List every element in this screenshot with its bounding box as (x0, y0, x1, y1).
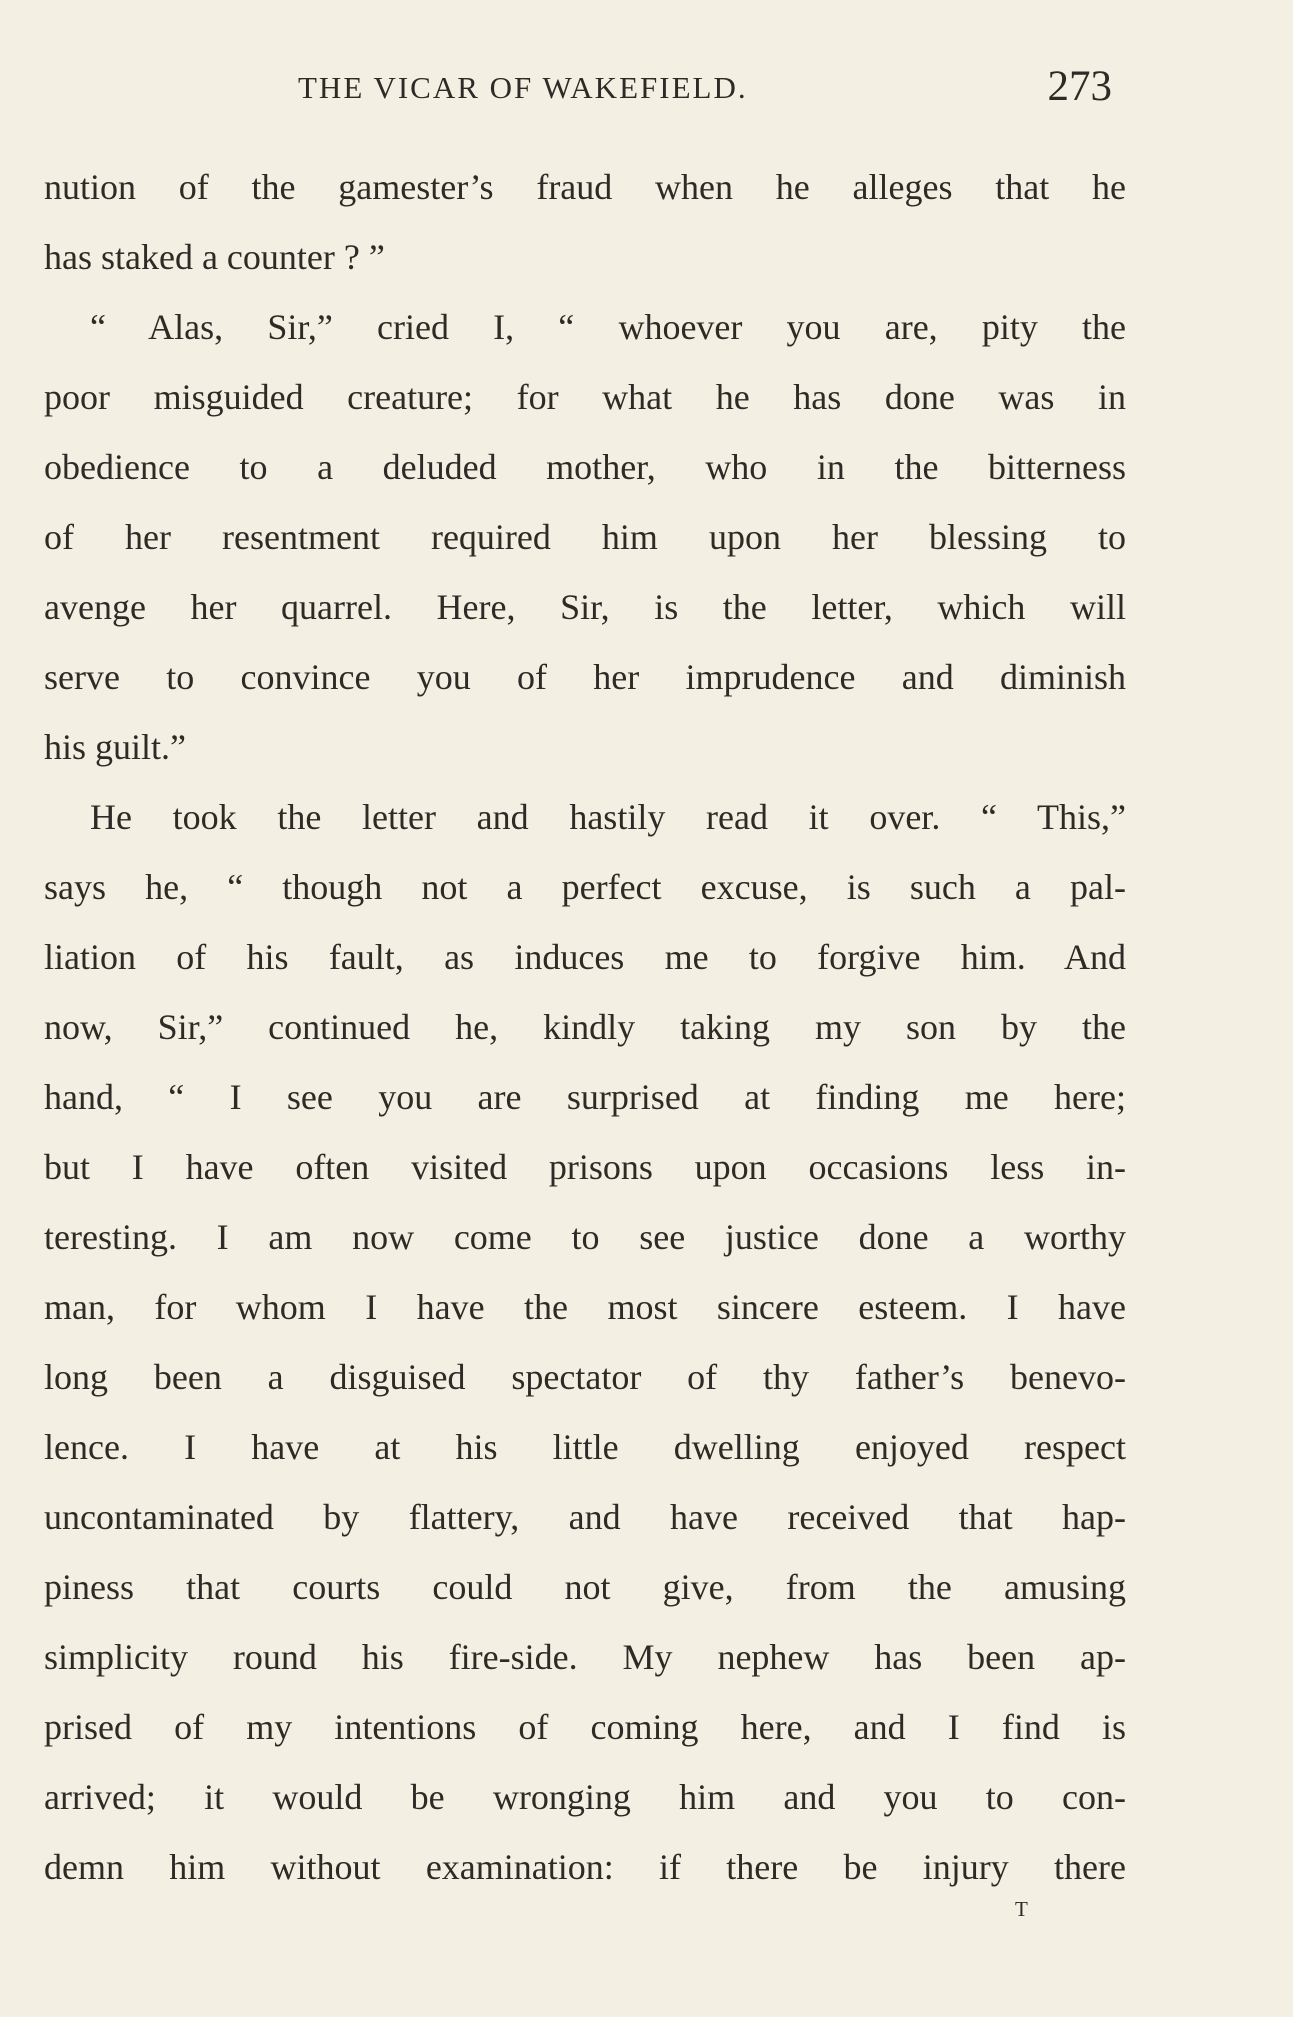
text-line: obedience to a deluded mother, who in the bitterness (44, 447, 1126, 487)
text-line: now, Sir,” continued he, kindly taking my son by the (44, 1007, 1126, 1047)
text-line: long been a disguised spectator of thy father’s benevo- (44, 1357, 1126, 1397)
text-line: has staked a counter ? ” (44, 237, 385, 277)
text-line: man, for whom I have the most sincere esteem. I have (44, 1287, 1126, 1327)
text-line: simplicity round his fire-side. My nephew has been ap- (44, 1637, 1126, 1677)
text-line: of her resentment required him upon her blessing to (44, 517, 1126, 557)
signature-mark: T (1015, 1897, 1029, 1921)
text-line: teresting. I am now come to see justice done a worthy (44, 1217, 1126, 1257)
text-line: He took the letter and hastily read it over. “ This,” (90, 797, 1126, 837)
text-line: his guilt.” (44, 727, 186, 767)
text-line: says he, “ though not a perfect excuse, is such a pal- (44, 867, 1126, 907)
running-title: THE VICAR OF WAKEFIELD. (298, 70, 748, 105)
text-line: piness that courts could not give, from the amusing (44, 1567, 1126, 1607)
text-line: but I have often visited prisons upon occasions less in- (44, 1147, 1126, 1187)
text-line: arrived; it would be wronging him and you to con- (44, 1777, 1126, 1817)
text-line: uncontaminated by flattery, and have received that hap- (44, 1497, 1126, 1537)
text-line: nution of the gamester’s fraud when he alleges that he (44, 167, 1126, 207)
body-text (44, 152, 1126, 1902)
text-line: prised of my intentions of coming here, and I find is (44, 1707, 1126, 1747)
text-line: poor misguided creature; for what he has done was in (44, 377, 1126, 417)
text-line: demn him without examination: if there be injury there (44, 1847, 1126, 1887)
text-line: liation of his fault, as induces me to forgive him. And (44, 937, 1126, 977)
page-number: 273 (1047, 63, 1112, 110)
text-line: lence. I have at his little dwelling enjoyed respect (44, 1427, 1126, 1467)
text-line: hand, “ I see you are surprised at finding me here; (44, 1077, 1126, 1117)
running-head (298, 62, 1112, 118)
text-line: avenge her quarrel. Here, Sir, is the letter, which will (44, 587, 1126, 627)
text-line: “ Alas, Sir,” cried I, “ whoever you are, pity the (90, 307, 1126, 347)
text-line: serve to convince you of her imprudence and diminish (44, 657, 1126, 697)
